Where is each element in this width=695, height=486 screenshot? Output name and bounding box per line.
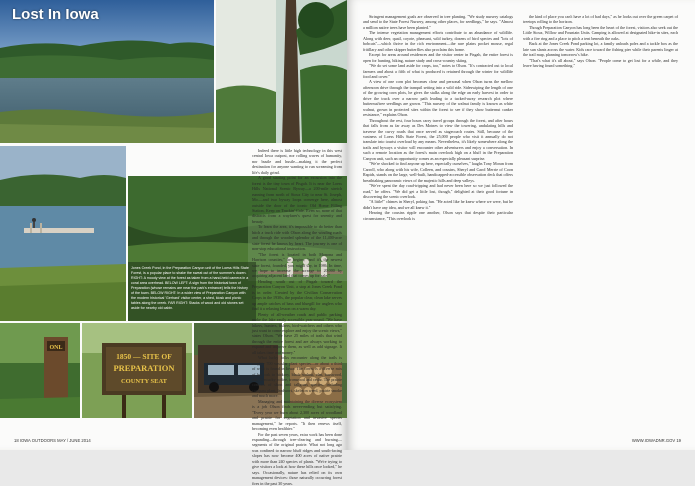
- folio-left: 18 IOWA OUTDOORS MAY / JUNE 2014: [14, 438, 91, 443]
- body-paragraph: "We've spent the day road-tripping and had never been here so we just followed the road," he offers. "We did get a little lost, though," delighted at their good fortune in discovering the scenic overlook.: [363, 183, 513, 199]
- historical-sign-photo: [82, 323, 192, 418]
- body-paragraph: What lucky folks encounter along the trails is roughly 700 vascular plant species—or about a third of what is found in Iowa. The forest is a diverse mix of bur oak to hickory, black walnut, elm, basswood, ash, Kentucky coffee, ironwood and cedar. The prairie consists of short and tallgrass species, including compass plant, leadwort, skeleton weed, prairie smoke and much more.: [252, 355, 342, 399]
- body-paragraph: Managing and maintaining the diverse ecosystem is a job Olson finds never-ending but satisfying. "Every year we burn about 2,300 acres of woodland and prairie for vegetation and invasive species management," he reports. "It then renews itself, becoming even healthier.": [252, 398, 342, 432]
- lake-photo: [0, 0, 214, 143]
- body-paragraph: Though Preparation Canyon has long been the heart of the forest, visitors also seek out the Little Sioux, Willow and Fountain Units. Camping is allowed at designated hike-in sites, each with a fire ring and a place to pitch a tent beneath the oaks.: [523, 24, 678, 41]
- left-page: [0, 0, 347, 486]
- body-paragraph: Indeed there is little high technology in this west central Iowa outpost, nor rolling waves of humanity, nor bustle and hustle—making it the perfect destination for anyone wanting to run screaming from life's daily grind.: [252, 148, 342, 175]
- article-title: Lost In Iowa: [12, 6, 99, 23]
- body-paragraph: The intense vegetation management efforts contribute to an abundance of wildlife. Along with deer, quail, coyote, pheasant, wild turkey, dozens of bird species and "lots of bobcats"—which thrive in the rich environment—the rare plains pocket mouse, regal fritillary and other skipper butterflies also proclaim this home.: [363, 30, 513, 52]
- tree-photo: [216, 0, 347, 143]
- pier-photo: [0, 146, 126, 321]
- body-paragraph: "The forest is located in both Monona and Harrison counties," he begins, "and it's the newest state forest, founded, you might say, in 1986. In time, we hope to increase the acreage to 20,000 by acquiring adjacent land that comes up for sale.": [252, 251, 342, 279]
- body-paragraph: Heading south out of Pisgah toward the Preparation Canyon Unit, a stop at Jones Creek Pond is in order. Created by the Civilian Conservation Corps in the 1930s, the popular clear, clean lake serves up ample catches of bass and bluegill for anglers who find it a relaxing lesson on a warm day.: [252, 278, 342, 312]
- body-paragraph: Except for areas around residences and the visitor center in Pisgah, the entire forest is open for hunting, hiking, nature study and cross-country skiing.: [363, 52, 513, 63]
- body-column-1: [363, 14, 513, 434]
- sign-line-3: COUNTY SEAT: [120, 378, 168, 385]
- sign-line-1: 1850 — SITE OF: [116, 352, 172, 361]
- body-paragraph: A good starting point for an excursion into the forest is the tiny town of Pisgah. It is near the Loess Hills National Scenic Byway—a 200-mile stretch running from north of Sioux City to near St. Joseph, Mo.—and two byway loops converge here, almost outside the door of the iconic Old Home Filling Station, Keep on Truckin' Cafe. Even so, none of that distracts from a wayfarer's quest for serenity and beauty.: [252, 175, 342, 224]
- folio-right: WWW.IOWADNR.GOV 19: [631, 438, 681, 443]
- body-paragraph: Back at the Jones Creek Pond parking lot, a family unloads poles and a tackle box as the late sun slants across the water. Kids race toward the fishing pier while their parents linger at the trail map, planning tomorrow's hike.: [523, 41, 678, 58]
- sign-line-2: PREPARATION: [113, 363, 175, 373]
- marker-photo: [0, 323, 80, 418]
- body-paragraph: "That's what it's all about," says Olson. "People come to get lost for a while, and they leave having found something.": [523, 57, 678, 69]
- photo-caption: Jones Creek Pond, in the Preparation Canyon unit of the Loess Hills State Forest, is a popular place to shake the sweat out of the summer's dozen. RIGHT: A moody view at the forest as taken from a hand-held camera in a coral area overhead. BELOW LEFT: A sign from the historical town of Preparation (whose remains are near the park's entrance) tells the history of the town. BELOW RIGHT: In a wider view of Preparation Canyon with the modern historical 'Gerhard' visitor center, a shed, kiosk and picnic tables along the creek. FAR RIGHT: Stacks of wood and old stones set aside for nearby old cabin.: [131, 266, 249, 310]
- body-paragraph: Hearing the cousins ripple one another, Olson says that despite their particular circumstance, "This overlook is: [363, 210, 513, 221]
- body-paragraph: A view of one corn plot becomes close and personal when Olson turns the mellow afternoon drive through the tranquil setting into a wild ride. Sideswiping the length of one of the growing corn plots, he gives the stalks along the edge an early harvest in order to drive the truck over a narrow path leading to a tucked-away research plot where butternut/tree seedlings are grown. "This nursery of the walnut family is known as white walnut, grown in protected sites within the forest to see if they show butternut canker resistance," explains Olson.: [363, 79, 513, 118]
- body-paragraph: "A little!" chimes in Sheryl, poking fun. "He acted like he knew where we were, but he didn't have any idea, and we all knew it.": [363, 199, 513, 210]
- body-column-2: [523, 14, 678, 434]
- body-paragraph: Throughout the rest, four hours carry travel groups through the forest, and after hours that falls from as far away as Des Moines to view the towering, undulating hills and traverse the curvy roads that once served as stagecoach routes. Still, because of the vastness of Loess Hills State Forest, the 25,000 people who visit it annually do not translate into tourist overload by any means. Nevertheless, it's likely somewhere along the trails and byways a visitor will encounter other adventurers and enjoy a conversation. In such a remote location as the forest's main overlook high on a bluff in the Preparation Canyon unit, such an opportunity comes as an especially pleasant surprise.: [363, 117, 513, 161]
- body-paragraph: Plenty of all-weather roads and public parking make the lake easily accessible year-round. "We have hikers, hunters, fishers, bird-watchers and others who just want to come explore and enjoy the scenic views," states Olson. "We have 25 miles of trails that wind through the entire forest and are always working to expand and improve them, as well as add signage. It all takes time and money.": [252, 311, 342, 355]
- body-paragraph: "We do set some land aside for crops, too," notes to Olson. "It's contracted out to local farmers and about a fifth of what is produced is retained through the winter for wildlife food and cover.": [363, 63, 513, 79]
- left-body-column: [252, 148, 342, 486]
- body-paragraph: Stringent management goals are observed in tree planting. "We study nursery catalogs and send to the State Forest Nursery, among other places, for seedlings," he says. "Almost a million native trees have been planted.": [363, 14, 513, 30]
- body-paragraph: the kind of place you can't have a lot of bad days," as he looks out over the green carpet of treetops rolling to the horizon.: [523, 14, 678, 25]
- right-page: [347, 0, 695, 450]
- body-paragraph: To learn the area, it's impossible to do better than hitch a truck ride with Olson along the winding roads and through the wooded splendor of the 11,400-acre state forest he knows by heart. The journey is one of non-stop educational instruction.: [252, 224, 342, 252]
- body-paragraph: "We're shocked to find anyone up here, especially ourselves," laughs Tony Moran from Carroll, who along with his wife, Colleen, and cousins, Sheryl and Carol Merrie of Coon Rapids, stands on the large, well-built, handicapped-accessible observation deck that offers breathtaking panoramic views of the majestic hills and deep valleys.: [363, 161, 513, 183]
- marker-label: ONL: [49, 345, 63, 351]
- body-paragraph: For the past seven years, extra work has been done expanding—through tree-clearing and burning—segments of the original prairie. What not long ago was confined to narrow bluff ridges and south-facing slopes has now become 400 acres of native prairie with more than 240 species of plants. "We're trying to give visitors a look at how these hills once looked," he says. Occasionally, nature has relied on its own management devices: those naturally occurring forest fires in the past 30 years.: [252, 431, 342, 486]
